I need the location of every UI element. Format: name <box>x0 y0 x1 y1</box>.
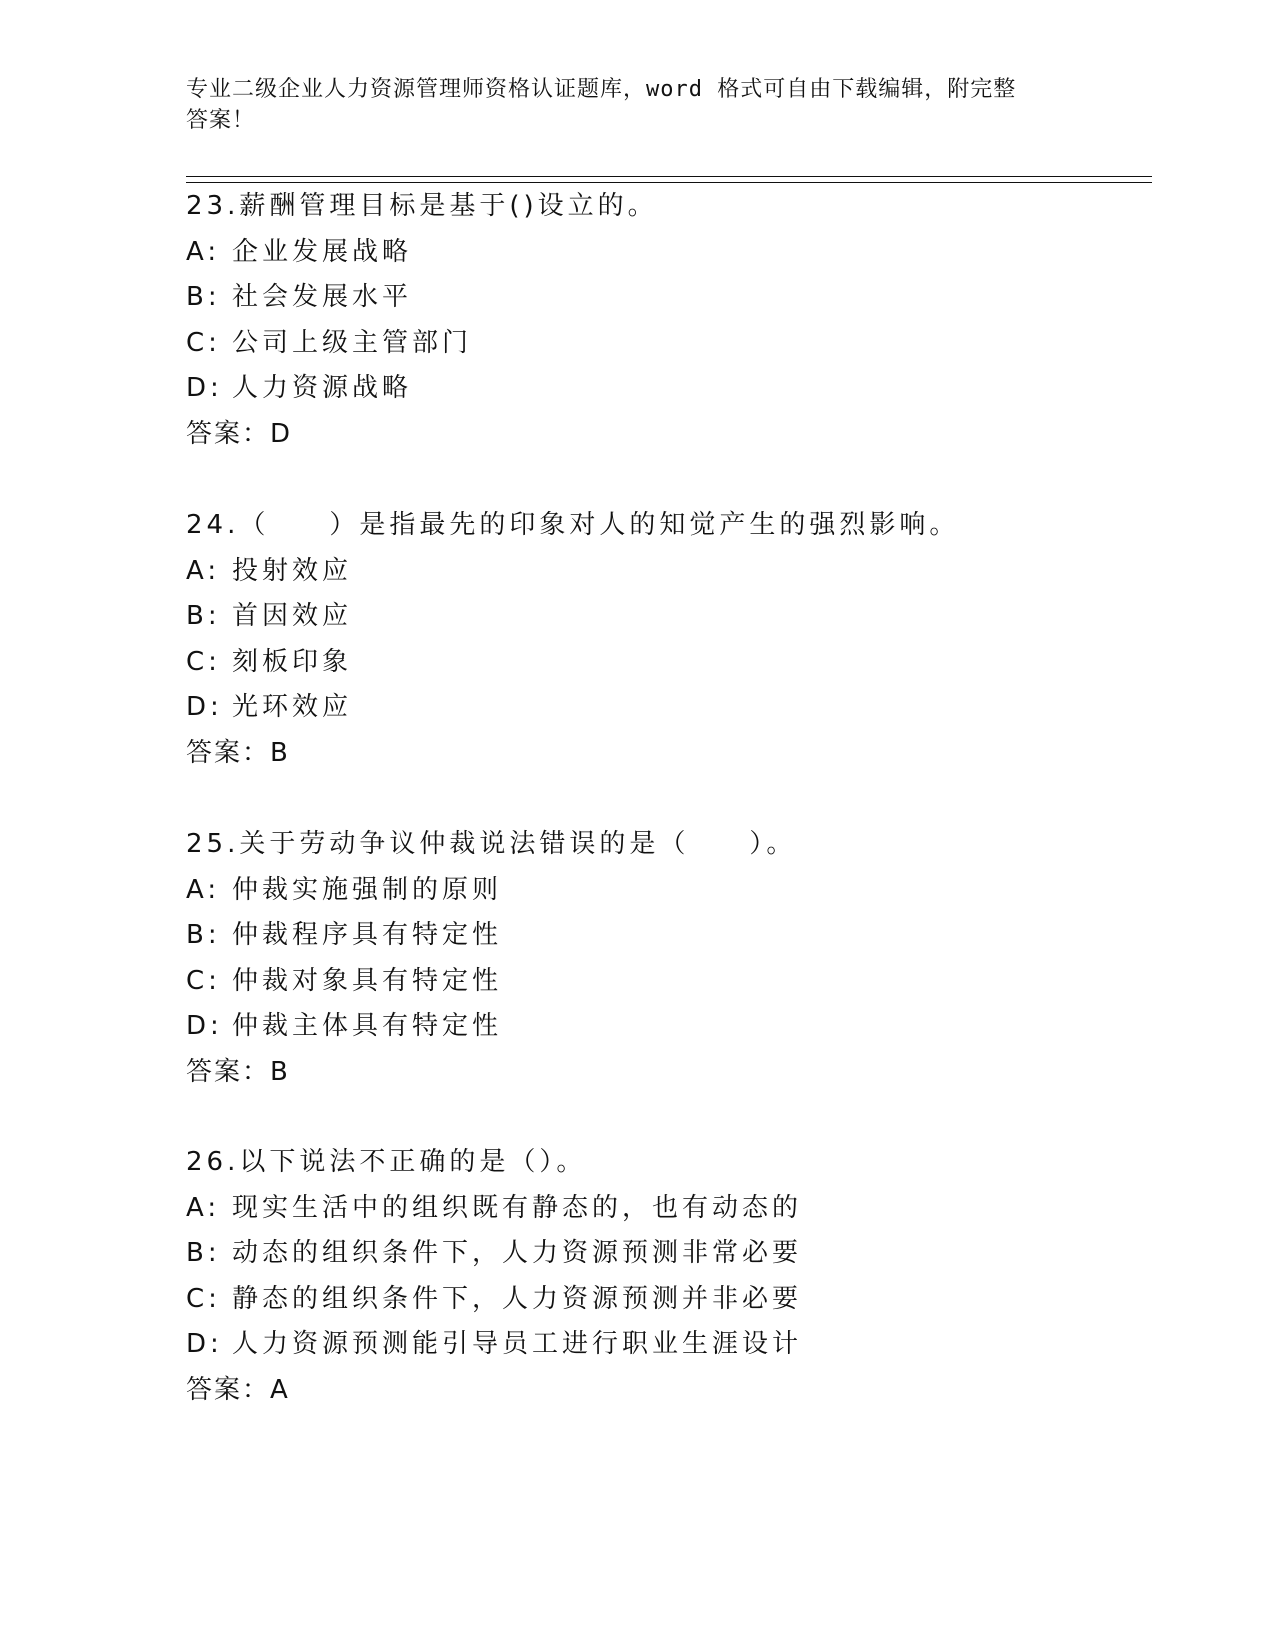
option-text: 动态的组织条件下，人力资源预测非常必要 <box>232 1238 803 1268</box>
option-text: 人力资源预测能引导员工进行职业生涯设计 <box>232 1329 803 1359</box>
option-key: B: <box>186 601 221 631</box>
option-key: C: <box>186 327 221 358</box>
option-c <box>186 1277 1086 1323</box>
option-key: A: <box>186 874 221 905</box>
option-key: B: <box>186 1238 221 1268</box>
option-d <box>186 1322 1086 1368</box>
question-23 <box>186 184 1086 457</box>
question-stem: 23.薪酬管理目标是基于()设立的。 <box>186 191 658 221</box>
option-text: 仲裁对象具有特定性 <box>232 965 503 996</box>
header-divider-top <box>186 176 1152 177</box>
question-26 <box>186 1140 1086 1413</box>
option-key: C: <box>186 646 221 677</box>
option-text: 公司上级主管部门 <box>232 327 473 358</box>
answer-line: 答案：B <box>186 1056 290 1087</box>
option-text: 现实生活中的组织既有静态的，也有动态的 <box>232 1192 803 1223</box>
question-stem: 26.以下说法不正确的是（）。 <box>186 1147 587 1177</box>
option-text: 首因效应 <box>232 601 353 631</box>
option-b <box>186 1231 1086 1277</box>
answer-line: 答案：A <box>186 1374 290 1405</box>
option-text: 投射效应 <box>232 555 353 586</box>
option-a <box>186 868 1086 914</box>
option-key: A: <box>186 1192 221 1223</box>
option-text: 社会发展水平 <box>232 282 413 312</box>
option-key: A: <box>186 236 221 267</box>
option-c <box>186 640 1086 686</box>
option-text: 仲裁主体具有特定性 <box>232 1011 503 1041</box>
option-a <box>186 1186 1086 1232</box>
option-text: 静态的组织条件下，人力资源预测并非必要 <box>232 1283 803 1314</box>
option-key: B: <box>186 282 221 312</box>
option-a <box>186 230 1086 276</box>
option-d <box>186 1004 1086 1050</box>
option-key: D: <box>186 1329 223 1359</box>
option-key: D: <box>186 373 223 403</box>
question-stem: 25.关于劳动争议仲裁说法错误的是（ ）。 <box>186 829 797 859</box>
question-24 <box>186 503 1086 776</box>
option-key: D: <box>186 1011 223 1041</box>
option-d <box>186 366 1086 412</box>
option-text: 刻板印象 <box>232 646 353 677</box>
option-b <box>186 913 1086 959</box>
answer-line: 答案：D <box>186 418 293 449</box>
option-text: 企业发展战略 <box>232 236 413 267</box>
option-a <box>186 549 1086 595</box>
question-25 <box>186 822 1086 1095</box>
document-header <box>186 74 1066 136</box>
option-d <box>186 685 1086 731</box>
answer-line: 答案：B <box>186 737 290 768</box>
option-text: 仲裁实施强制的原则 <box>232 874 503 905</box>
question-stem: 24.（ ）是指最先的印象对人的知觉产生的强烈影响。 <box>186 510 960 540</box>
option-key: A: <box>186 555 221 586</box>
header-divider-bottom <box>186 182 1152 183</box>
option-key: B: <box>186 920 221 950</box>
option-b <box>186 594 1086 640</box>
option-text: 光环效应 <box>232 692 353 722</box>
header-text-line2: 答案！ <box>186 108 256 133</box>
option-c <box>186 321 1086 367</box>
option-text: 仲裁程序具有特定性 <box>232 920 503 950</box>
option-b <box>186 275 1086 321</box>
option-key: C: <box>186 1283 221 1314</box>
option-key: D: <box>186 692 223 722</box>
option-text: 人力资源战略 <box>232 373 413 403</box>
option-key: C: <box>186 965 221 996</box>
option-c <box>186 959 1086 1005</box>
header-text-line1: 专业二级企业人力资源管理师资格认证题库，word 格式可自由下载编辑，附完整 <box>186 77 1017 102</box>
